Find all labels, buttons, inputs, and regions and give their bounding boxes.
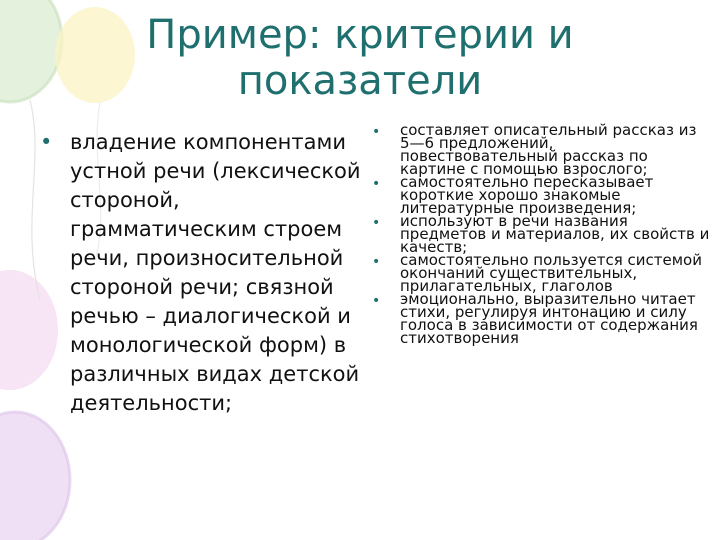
right-item-text: самостоятельно пересказывает короткие хорошо знакомые литературные произведения; [400, 173, 654, 217]
bullet-icon: • [372, 124, 381, 140]
right-column-list [372, 121, 712, 347]
list-item [372, 212, 712, 256]
bullet-icon: • [372, 254, 381, 270]
bullet-icon: • [372, 176, 381, 192]
list-item [372, 121, 712, 178]
right-item-text: самостоятельно пользуется системой окончаний существительных, прилагательных, глаголов [400, 251, 702, 295]
left-item-text: владение компонентами устной речи (лексической стороной, грамматическим строем речи, произносительной стороной речи; связной речью – диалогической и монологической форм) в различных видах детской деятельности; [70, 130, 361, 415]
list-item [372, 251, 712, 295]
right-item-text: используют в речи названия предметов и материалов, их свойств и качеств; [400, 212, 710, 256]
list-item [40, 128, 370, 418]
right-item-text: составляет описательный рассказ из 5—6 предложений, повествовательный рассказ по картине с помощью взрослого; [400, 121, 697, 178]
bullet-icon: • [372, 215, 381, 231]
left-column [40, 128, 370, 418]
bullet-icon: • [372, 293, 381, 309]
list-item [372, 173, 712, 217]
page-title: Пример: критерии и показатели [146, 12, 574, 104]
right-item-text: эмоционально, выразительно читает стихи, регулируя интонацию и силу голоса в зависимости от содержания стихотворения [400, 290, 698, 347]
balloon-string [30, 100, 40, 300]
balloon-green [0, 0, 62, 102]
bullet-icon: • [40, 130, 53, 154]
list-item [372, 290, 712, 347]
